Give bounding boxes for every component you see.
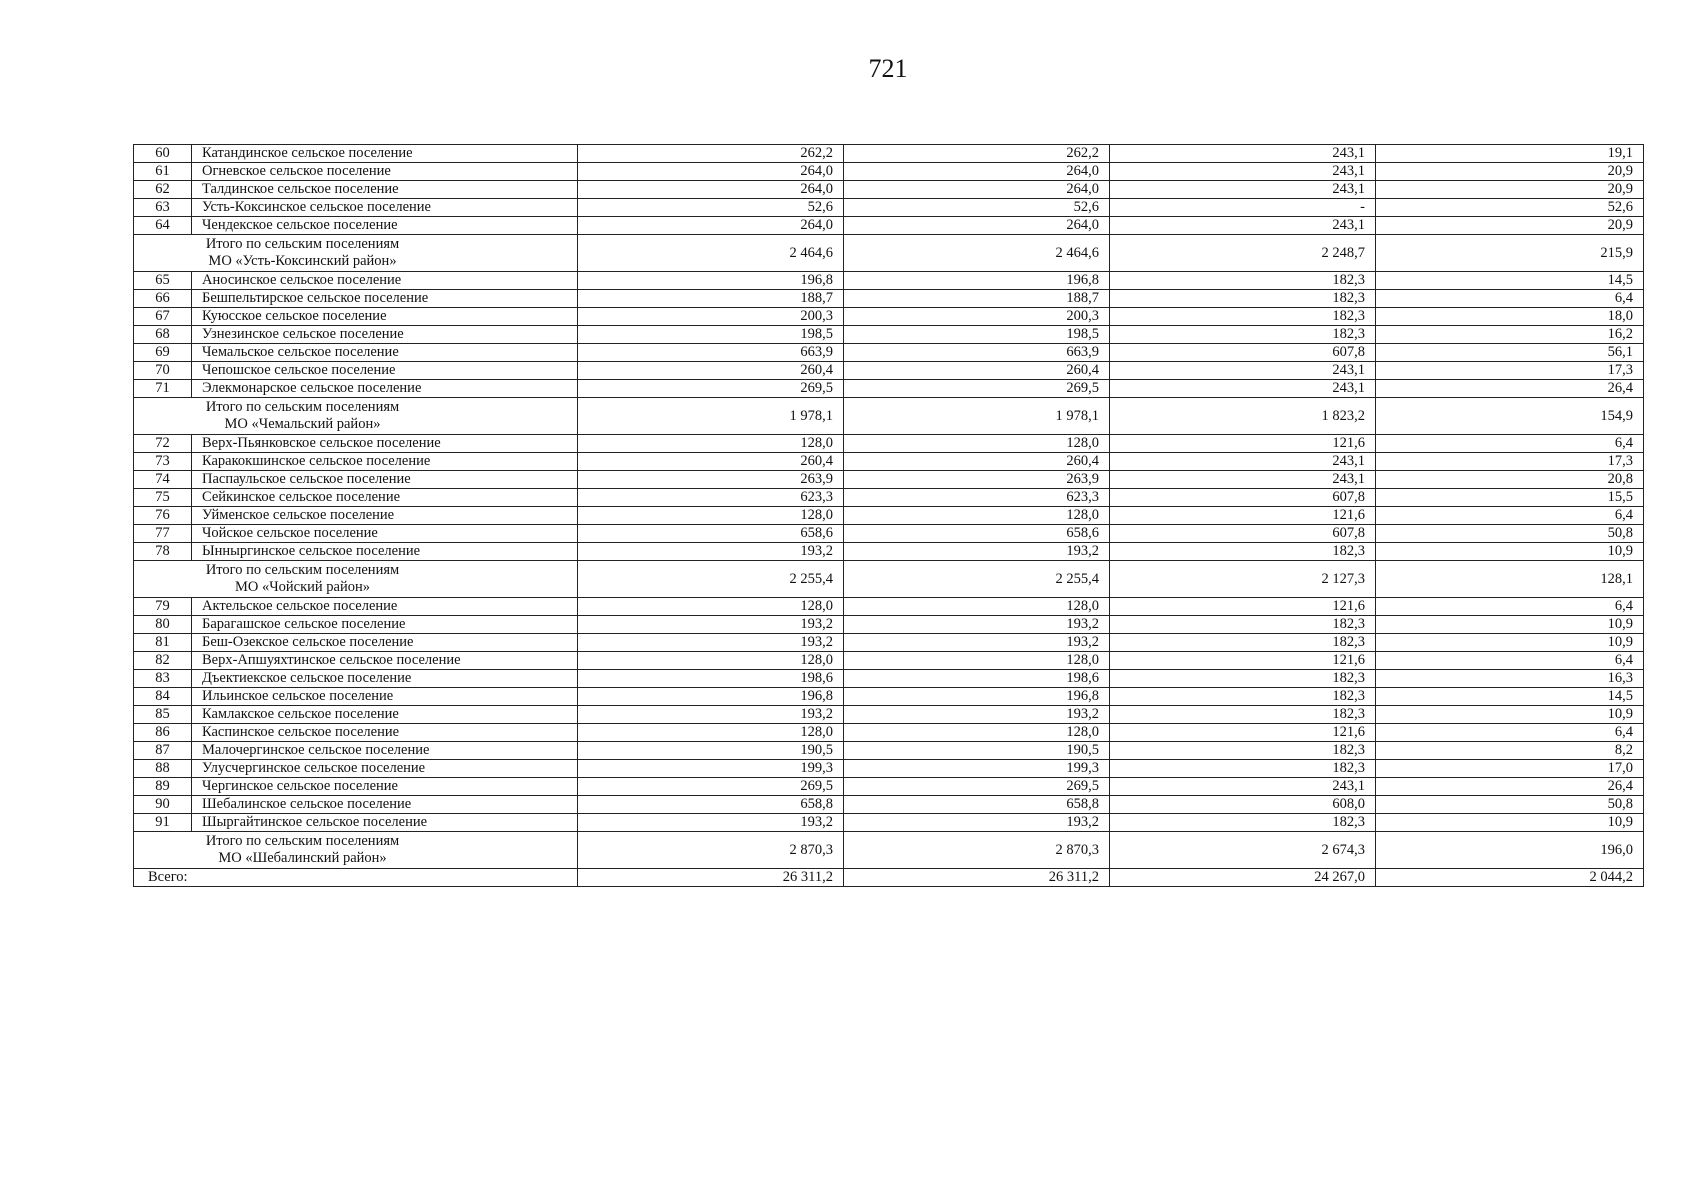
row-number: 70: [134, 362, 192, 380]
value-col-1: 188,7: [578, 290, 844, 308]
value-col-4: 6,4: [1376, 290, 1644, 308]
value-col-2: 196,8: [844, 688, 1110, 706]
value-col-3: 243,1: [1110, 471, 1376, 489]
table-body: [134, 145, 1644, 887]
settlement-name: Куюсское сельское поселение: [192, 308, 578, 326]
value-col-1: 199,3: [578, 760, 844, 778]
table-row: [134, 760, 1644, 778]
settlement-name: Актельское сельское поселение: [192, 598, 578, 616]
value-col-3: 2 674,3: [1110, 832, 1376, 869]
table-row: [134, 199, 1644, 217]
value-col-1: 260,4: [578, 453, 844, 471]
value-col-4: 154,9: [1376, 398, 1644, 435]
table-row: [134, 543, 1644, 561]
value-col-3: 607,8: [1110, 489, 1376, 507]
table-row: [134, 362, 1644, 380]
row-number: 68: [134, 326, 192, 344]
value-col-1: 26 311,2: [578, 869, 844, 887]
value-col-4: 52,6: [1376, 199, 1644, 217]
table-row: [134, 670, 1644, 688]
table-row: [134, 290, 1644, 308]
subtotal-label-line1: Итого по сельским поселениям: [205, 562, 400, 578]
row-number: 81: [134, 634, 192, 652]
value-col-2: 193,2: [844, 616, 1110, 634]
page-number: 721: [868, 54, 908, 83]
table-row: [134, 489, 1644, 507]
value-col-4: 17,3: [1376, 453, 1644, 471]
value-col-3: 607,8: [1110, 525, 1376, 543]
settlement-name: Дъектиекское сельское поселение: [192, 670, 578, 688]
value-col-1: 658,8: [578, 796, 844, 814]
value-col-2: 263,9: [844, 471, 1110, 489]
value-col-1: 128,0: [578, 598, 844, 616]
value-col-1: 264,0: [578, 181, 844, 199]
table-row: [134, 217, 1644, 235]
table-row: [134, 380, 1644, 398]
value-col-4: 17,0: [1376, 760, 1644, 778]
value-col-2: 1 978,1: [844, 398, 1110, 435]
settlement-name: Улусчергинское сельское поселение: [192, 760, 578, 778]
row-number: 67: [134, 308, 192, 326]
value-col-3: 182,3: [1110, 634, 1376, 652]
value-col-2: 198,6: [844, 670, 1110, 688]
row-number: 79: [134, 598, 192, 616]
value-col-4: 215,9: [1376, 235, 1644, 272]
value-col-3: 182,3: [1110, 272, 1376, 290]
value-col-3: 243,1: [1110, 181, 1376, 199]
row-number: 87: [134, 742, 192, 760]
value-col-2: 2 255,4: [844, 561, 1110, 598]
settlement-name: Шебалинское сельское поселение: [192, 796, 578, 814]
settlement-name: Сейкинское сельское поселение: [192, 489, 578, 507]
value-col-2: 262,2: [844, 145, 1110, 163]
value-col-1: 2 464,6: [578, 235, 844, 272]
table-row: [134, 634, 1644, 652]
value-col-1: 264,0: [578, 163, 844, 181]
value-col-1: 193,2: [578, 616, 844, 634]
subtotal-row: [134, 235, 1644, 272]
settlement-name: Малочергинское сельское поселение: [192, 742, 578, 760]
value-col-2: 264,0: [844, 181, 1110, 199]
value-col-2: 264,0: [844, 163, 1110, 181]
value-col-2: 2 870,3: [844, 832, 1110, 869]
row-number: 61: [134, 163, 192, 181]
table-row: [134, 344, 1644, 362]
value-col-4: 26,4: [1376, 778, 1644, 796]
row-number: 83: [134, 670, 192, 688]
value-col-4: 196,0: [1376, 832, 1644, 869]
value-col-1: 128,0: [578, 435, 844, 453]
value-col-3: 243,1: [1110, 380, 1376, 398]
value-col-3: 243,1: [1110, 163, 1376, 181]
value-col-3: 182,3: [1110, 616, 1376, 634]
table-row: [134, 688, 1644, 706]
value-col-4: 10,9: [1376, 706, 1644, 724]
value-col-4: 6,4: [1376, 652, 1644, 670]
table-row: [134, 471, 1644, 489]
value-col-3: 243,1: [1110, 453, 1376, 471]
value-col-4: 8,2: [1376, 742, 1644, 760]
value-col-1: 196,8: [578, 688, 844, 706]
value-col-1: 196,8: [578, 272, 844, 290]
settlement-name: Верх-Пьянковское сельское поселение: [192, 435, 578, 453]
value-col-3: 2 127,3: [1110, 561, 1376, 598]
table-row: [134, 796, 1644, 814]
grand-total-row: [134, 869, 1644, 887]
row-number: 63: [134, 199, 192, 217]
value-col-2: 623,3: [844, 489, 1110, 507]
subtotal-label-line1: Итого по сельским поселениям: [205, 833, 400, 849]
table-row: [134, 326, 1644, 344]
value-col-2: 26 311,2: [844, 869, 1110, 887]
value-col-3: 121,6: [1110, 507, 1376, 525]
subtotal-label-line2: МО «Чемальский район»: [224, 416, 381, 432]
value-col-3: 2 248,7: [1110, 235, 1376, 272]
value-col-1: 193,2: [578, 634, 844, 652]
value-col-4: 14,5: [1376, 272, 1644, 290]
subtotal-row: [134, 398, 1644, 435]
row-number: 86: [134, 724, 192, 742]
value-col-3: 182,3: [1110, 290, 1376, 308]
value-col-3: 608,0: [1110, 796, 1376, 814]
row-number: 78: [134, 543, 192, 561]
row-number: 89: [134, 778, 192, 796]
value-col-2: 128,0: [844, 598, 1110, 616]
value-col-4: 10,9: [1376, 543, 1644, 561]
value-col-2: 198,5: [844, 326, 1110, 344]
value-col-4: 18,0: [1376, 308, 1644, 326]
value-col-4: 10,9: [1376, 814, 1644, 832]
subtotal-label-line2: МО «Шебалинский район»: [218, 850, 387, 866]
value-col-1: 190,5: [578, 742, 844, 760]
settlement-name: Барагашское сельское поселение: [192, 616, 578, 634]
table-row: [134, 616, 1644, 634]
settlement-name: Камлакское сельское поселение: [192, 706, 578, 724]
table-row: [134, 435, 1644, 453]
row-number: 64: [134, 217, 192, 235]
row-number: 91: [134, 814, 192, 832]
value-col-2: 128,0: [844, 652, 1110, 670]
settlement-name: Шыргайтинское сельское поселение: [192, 814, 578, 832]
row-number: 85: [134, 706, 192, 724]
value-col-4: 50,8: [1376, 525, 1644, 543]
value-col-3: 121,6: [1110, 435, 1376, 453]
value-col-2: 190,5: [844, 742, 1110, 760]
value-col-2: 199,3: [844, 760, 1110, 778]
row-number: 69: [134, 344, 192, 362]
subtotal-row: [134, 832, 1644, 869]
row-number: 75: [134, 489, 192, 507]
value-col-2: 264,0: [844, 217, 1110, 235]
value-col-4: 16,3: [1376, 670, 1644, 688]
value-col-2: 196,8: [844, 272, 1110, 290]
value-col-2: 260,4: [844, 362, 1110, 380]
row-number: 80: [134, 616, 192, 634]
value-col-3: 243,1: [1110, 362, 1376, 380]
value-col-3: 243,1: [1110, 778, 1376, 796]
value-col-1: 193,2: [578, 706, 844, 724]
value-col-4: 128,1: [1376, 561, 1644, 598]
table-row: [134, 525, 1644, 543]
value-col-3: 182,3: [1110, 543, 1376, 561]
settlement-name: Катандинское сельское поселение: [192, 145, 578, 163]
value-col-1: 663,9: [578, 344, 844, 362]
value-col-1: 198,5: [578, 326, 844, 344]
value-col-2: 128,0: [844, 507, 1110, 525]
value-col-3: 182,3: [1110, 814, 1376, 832]
row-number: 84: [134, 688, 192, 706]
table-row: [134, 706, 1644, 724]
subtotal-label: [134, 561, 578, 598]
value-col-2: 193,2: [844, 814, 1110, 832]
table-row: [134, 814, 1644, 832]
value-col-1: 2 255,4: [578, 561, 844, 598]
value-col-1: 623,3: [578, 489, 844, 507]
value-col-3: 182,3: [1110, 760, 1376, 778]
value-col-1: 2 870,3: [578, 832, 844, 869]
settlement-name: Ынныргинское сельское поселение: [192, 543, 578, 561]
value-col-2: 2 464,6: [844, 235, 1110, 272]
value-col-4: 6,4: [1376, 724, 1644, 742]
value-col-3: 1 823,2: [1110, 398, 1376, 435]
table-row: [134, 778, 1644, 796]
value-col-1: 193,2: [578, 814, 844, 832]
value-col-2: 663,9: [844, 344, 1110, 362]
value-col-1: 128,0: [578, 652, 844, 670]
value-col-1: 200,3: [578, 308, 844, 326]
row-number: 71: [134, 380, 192, 398]
budget-table: [133, 144, 1644, 887]
subtotal-label: [134, 235, 578, 272]
settlement-name: Талдинское сельское поселение: [192, 181, 578, 199]
table-row: [134, 652, 1644, 670]
value-col-3: 121,6: [1110, 598, 1376, 616]
value-col-2: 128,0: [844, 724, 1110, 742]
table-row: [134, 145, 1644, 163]
settlement-name: Чемальское сельское поселение: [192, 344, 578, 362]
row-number: 90: [134, 796, 192, 814]
value-col-4: 10,9: [1376, 616, 1644, 634]
value-col-2: 193,2: [844, 634, 1110, 652]
value-col-4: 56,1: [1376, 344, 1644, 362]
settlement-name: Чепошское сельское поселение: [192, 362, 578, 380]
subtotal-row: [134, 561, 1644, 598]
value-col-3: 243,1: [1110, 217, 1376, 235]
subtotal-label: [134, 398, 578, 435]
value-col-3: 182,3: [1110, 742, 1376, 760]
settlement-name: Узнезинское сельское поселение: [192, 326, 578, 344]
subtotal-label-line1: Итого по сельским поселениям: [205, 399, 400, 415]
value-col-4: 6,4: [1376, 507, 1644, 525]
row-number: 66: [134, 290, 192, 308]
settlement-name: Элекмонарское сельское поселение: [192, 380, 578, 398]
value-col-3: 182,3: [1110, 308, 1376, 326]
value-col-3: 121,6: [1110, 652, 1376, 670]
table-row: [134, 598, 1644, 616]
value-col-2: 52,6: [844, 199, 1110, 217]
table-row: [134, 742, 1644, 760]
value-col-1: 262,2: [578, 145, 844, 163]
grand-total-label: Всего:: [134, 869, 578, 887]
value-col-2: 658,8: [844, 796, 1110, 814]
row-number: 74: [134, 471, 192, 489]
value-col-4: 50,8: [1376, 796, 1644, 814]
settlement-name: Огневское сельское поселение: [192, 163, 578, 181]
settlement-name: Паспаульское сельское поселение: [192, 471, 578, 489]
table-row: [134, 163, 1644, 181]
value-col-1: 1 978,1: [578, 398, 844, 435]
value-col-1: 52,6: [578, 199, 844, 217]
subtotal-label-line2: МО «Усть-Коксинский район»: [208, 253, 397, 269]
value-col-2: 658,6: [844, 525, 1110, 543]
subtotal-label: [134, 832, 578, 869]
settlement-name: Ильинское сельское поселение: [192, 688, 578, 706]
settlement-name: Чергинское сельское поселение: [192, 778, 578, 796]
row-number: 60: [134, 145, 192, 163]
settlement-name: Бешпельтирское сельское поселение: [192, 290, 578, 308]
row-number: 77: [134, 525, 192, 543]
value-col-2: 128,0: [844, 435, 1110, 453]
value-col-3: 121,6: [1110, 724, 1376, 742]
subtotal-label-line2: МО «Чойский район»: [234, 579, 370, 595]
row-number: 72: [134, 435, 192, 453]
value-col-4: 15,5: [1376, 489, 1644, 507]
value-col-4: 10,9: [1376, 634, 1644, 652]
settlement-name: Каракокшинское сельское поселение: [192, 453, 578, 471]
value-col-4: 20,8: [1376, 471, 1644, 489]
table-row: [134, 724, 1644, 742]
value-col-1: 193,2: [578, 543, 844, 561]
value-col-3: 607,8: [1110, 344, 1376, 362]
value-col-1: 128,0: [578, 507, 844, 525]
row-number: 73: [134, 453, 192, 471]
row-number: 65: [134, 272, 192, 290]
value-col-3: 182,3: [1110, 688, 1376, 706]
value-col-4: 26,4: [1376, 380, 1644, 398]
row-number: 82: [134, 652, 192, 670]
settlement-name: Каспинское сельское поселение: [192, 724, 578, 742]
value-col-4: 6,4: [1376, 435, 1644, 453]
settlement-name: Уйменское сельское поселение: [192, 507, 578, 525]
value-col-4: 20,9: [1376, 217, 1644, 235]
value-col-2: 200,3: [844, 308, 1110, 326]
value-col-2: 193,2: [844, 706, 1110, 724]
settlement-name: Верх-Апшуяхтинское сельское поселение: [192, 652, 578, 670]
subtotal-label-line1: Итого по сельским поселениям: [205, 236, 400, 252]
table-row: [134, 272, 1644, 290]
settlement-name: Усть-Коксинское сельское поселение: [192, 199, 578, 217]
value-col-4: 14,5: [1376, 688, 1644, 706]
value-col-4: 20,9: [1376, 181, 1644, 199]
value-col-3: 24 267,0: [1110, 869, 1376, 887]
value-col-1: 263,9: [578, 471, 844, 489]
value-col-3: 182,3: [1110, 326, 1376, 344]
settlement-name: Беш-Озекское сельское поселение: [192, 634, 578, 652]
value-col-1: 260,4: [578, 362, 844, 380]
value-col-3: 182,3: [1110, 706, 1376, 724]
row-number: 88: [134, 760, 192, 778]
table-row: [134, 453, 1644, 471]
value-col-3: 243,1: [1110, 145, 1376, 163]
value-col-3: 182,3: [1110, 670, 1376, 688]
row-number: 62: [134, 181, 192, 199]
table-row: [134, 181, 1644, 199]
value-col-1: 198,6: [578, 670, 844, 688]
value-col-1: 264,0: [578, 217, 844, 235]
value-col-1: 658,6: [578, 525, 844, 543]
value-col-1: 128,0: [578, 724, 844, 742]
settlement-name: Чойское сельское поселение: [192, 525, 578, 543]
value-col-2: 188,7: [844, 290, 1110, 308]
row-number: 76: [134, 507, 192, 525]
value-col-4: 2 044,2: [1376, 869, 1644, 887]
value-col-4: 20,9: [1376, 163, 1644, 181]
table-row: [134, 308, 1644, 326]
table-row: [134, 507, 1644, 525]
value-col-4: 16,2: [1376, 326, 1644, 344]
value-col-1: 269,5: [578, 778, 844, 796]
value-col-2: 260,4: [844, 453, 1110, 471]
settlement-name: Аносинское сельское поселение: [192, 272, 578, 290]
value-col-4: 19,1: [1376, 145, 1644, 163]
value-col-1: 269,5: [578, 380, 844, 398]
value-col-2: 193,2: [844, 543, 1110, 561]
value-col-3: -: [1110, 199, 1376, 217]
value-col-4: 17,3: [1376, 362, 1644, 380]
value-col-4: 6,4: [1376, 598, 1644, 616]
value-col-2: 269,5: [844, 778, 1110, 796]
value-col-2: 269,5: [844, 380, 1110, 398]
settlement-name: Чендекское сельское поселение: [192, 217, 578, 235]
